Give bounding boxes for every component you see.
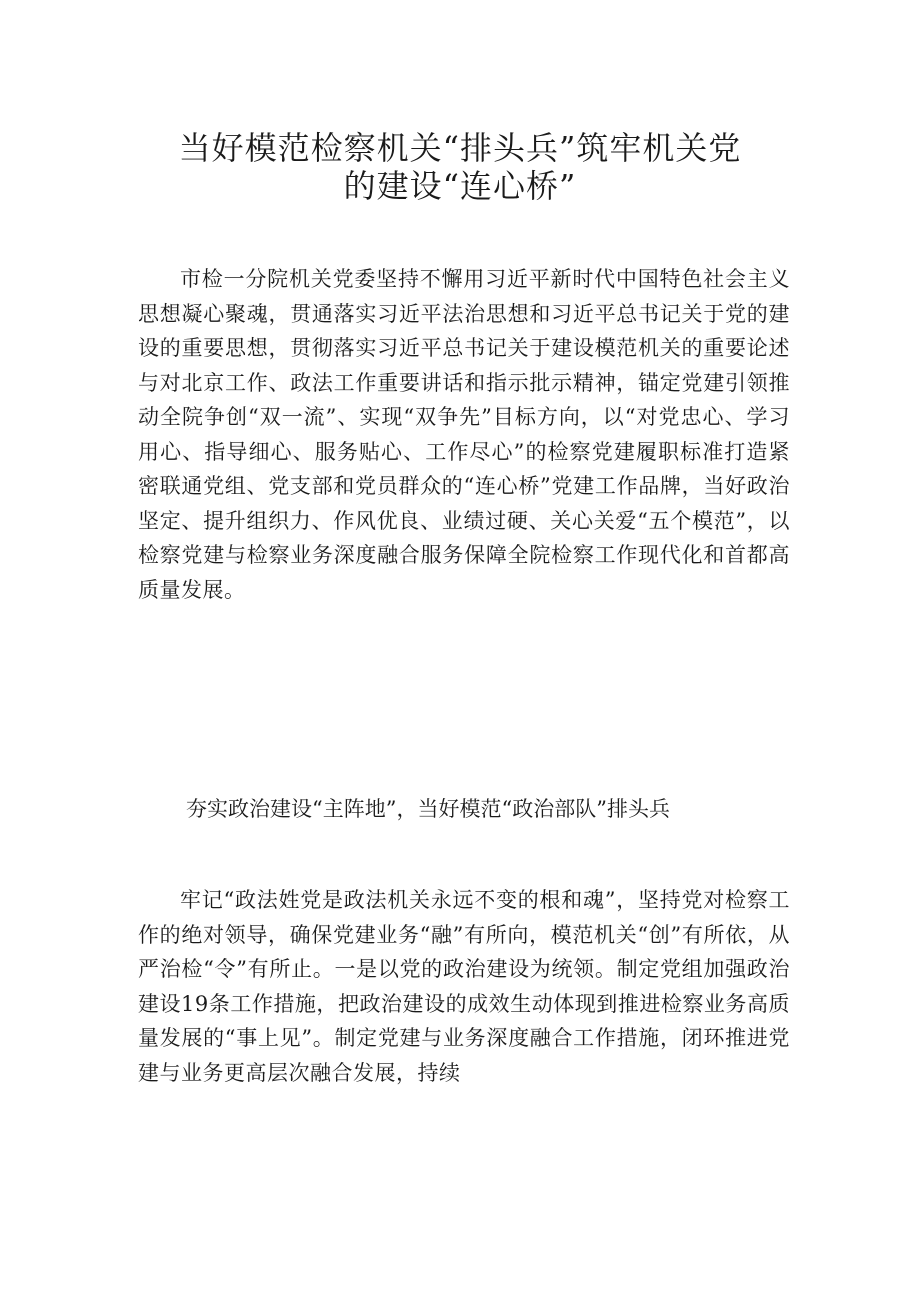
section-heading: 夯实政治建设“主阵地”，当好模范“政治部队”排头兵 (186, 797, 670, 821)
document-title-line-2: 的建设“连心桥” (343, 167, 577, 205)
intro-paragraph: 市检一分院机关党委坚持不懈用习近平新时代中国特色社会主义思想凝心聚魂，贯通落实习近平法治思想和习近平总书记关于党的建设的重要思想，贯彻落实习近平总书记关于建设模范机关的重要论述与对北京工作、政法工作重要讲话和指示批示精神，锚定党建引领推动全院争创“双一流”、实现“双争先”目标方向，以“对党忠心、学习用心、指导细心、服务贴心、工作尽心”的检察党建履职标准打造紧密联通党组、党支部和党员群众的“连心桥”党建工作品牌，当好政治坚定、提升组织力、作风优良、业绩过硬、关心关爱“五个模范”，以检察党建与检察业务深度融合服务保障全院检察工作现代化和首都高质量发展。 (138, 267, 790, 602)
body-paragraph: 牢记“政法姓党是政法机关永远不变的根和魂”，坚持党对检察工作的绝对领导，确保党建业务“融”有所向，模范机关“创”有所依，从严治检“令”有所止。一是以党的政治建设为统领。制定党组加强政治建设19条工作措施，把政治建设的成效生动体现到推进检察业务高质量发展的“事上见”。制定党建与业务深度融合工作措施，闭环推进党建与业务更高层次融合发展，持续 (138, 888, 790, 1085)
document-title-line-1: 当好模范检察机关“排头兵”筑牢机关党 (178, 129, 742, 167)
